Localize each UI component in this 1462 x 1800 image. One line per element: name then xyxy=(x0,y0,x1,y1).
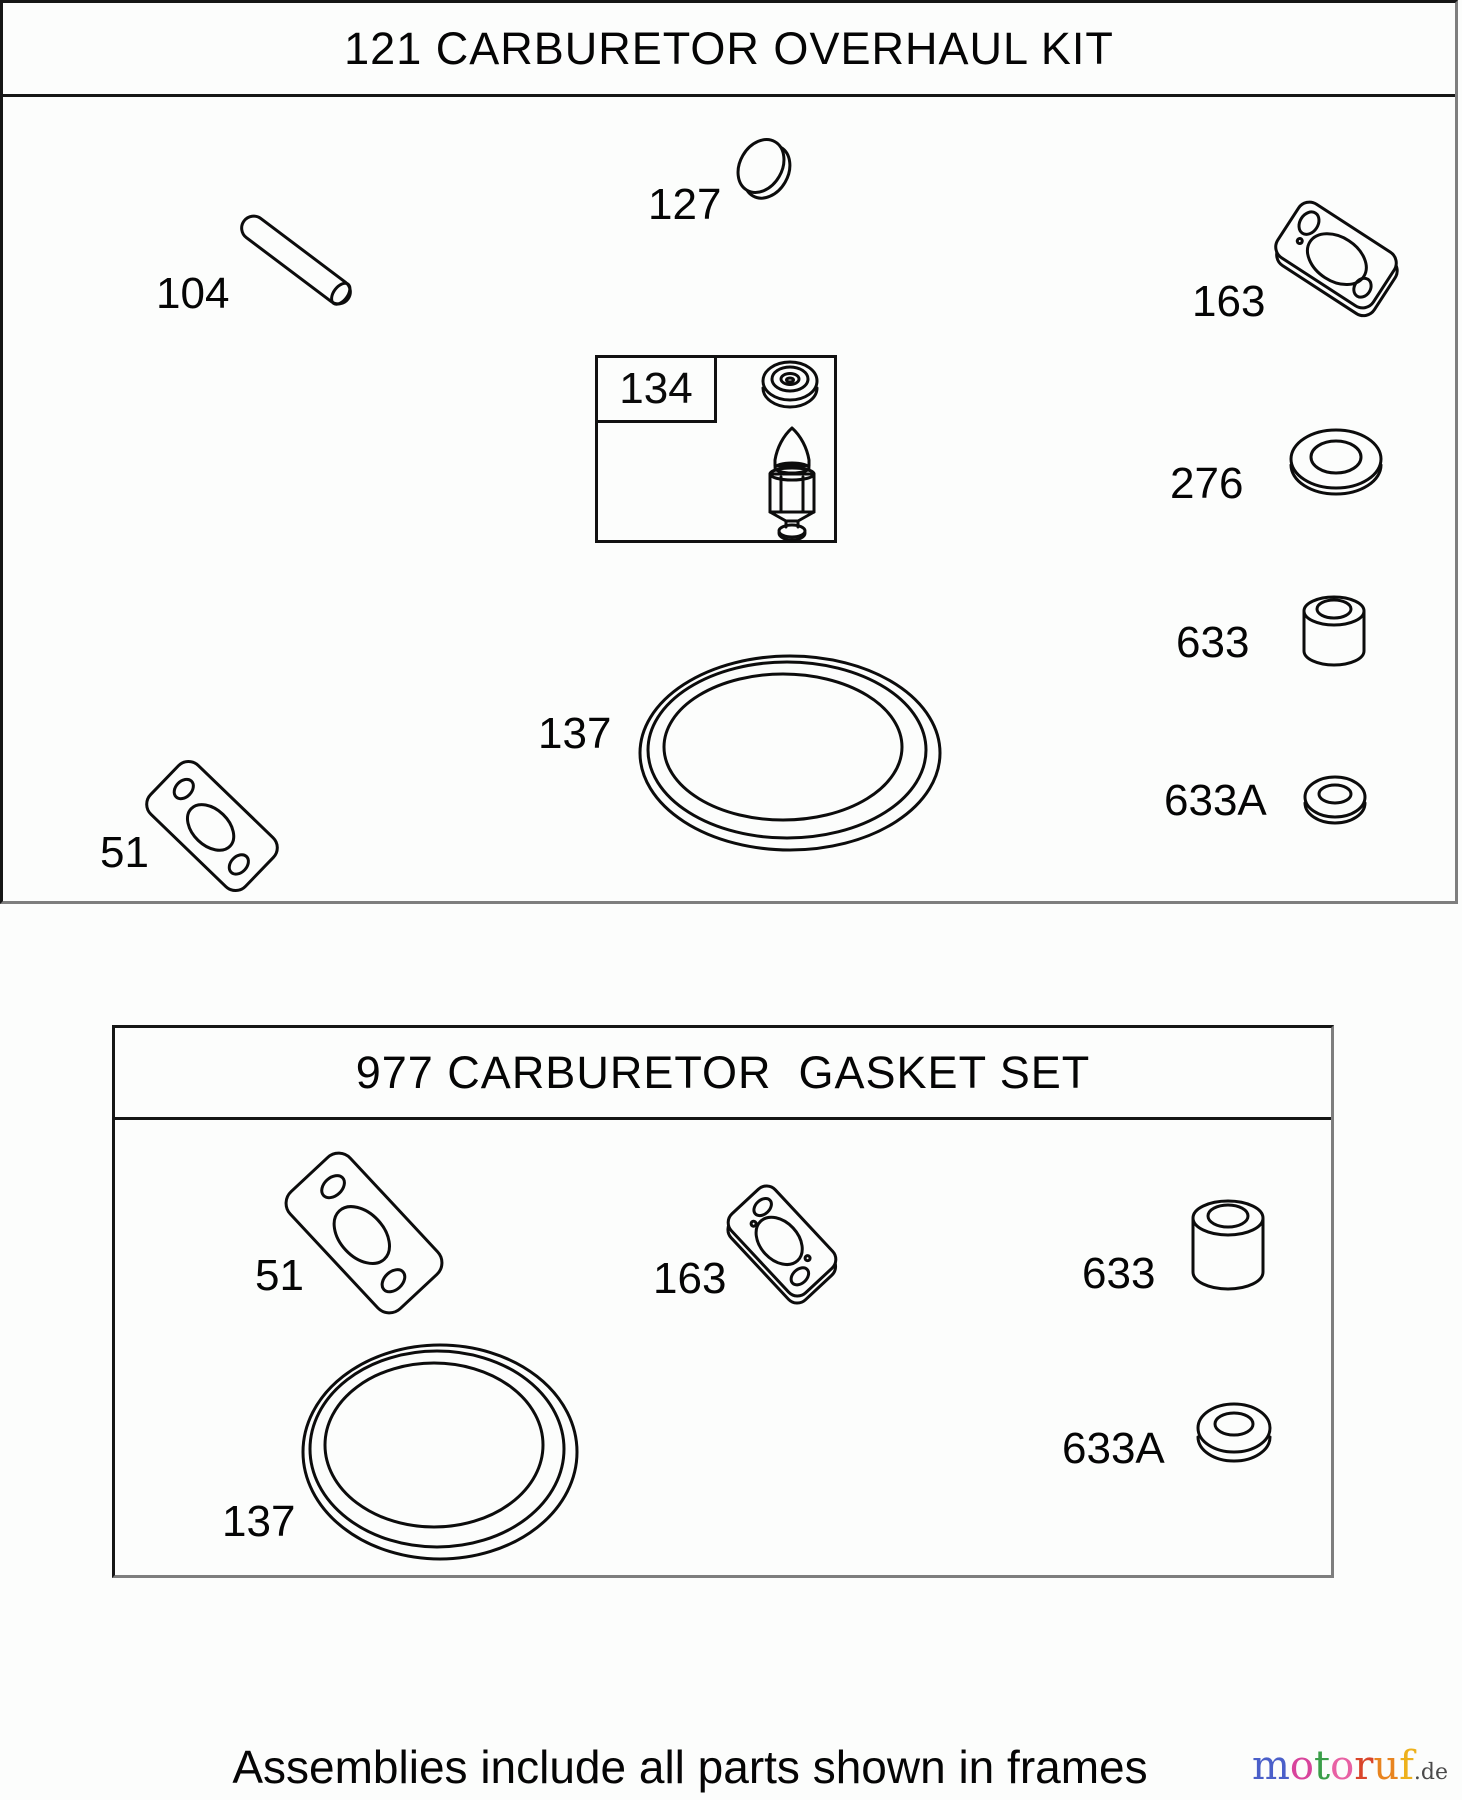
part-label-51-set977: 51 xyxy=(255,1251,304,1300)
logo-letter: o xyxy=(1330,1743,1355,1789)
kit-121-title: 121 CARBURETOR OVERHAUL KIT xyxy=(344,22,1114,74)
washer-276-drawing xyxy=(1291,430,1381,494)
part-label-633: 633 xyxy=(1176,618,1250,667)
gasket-163-drawing-kit121 xyxy=(1267,197,1405,321)
part-label-104: 104 xyxy=(156,269,230,318)
kit-977-title: 977 CARBURETOR GASKET SET xyxy=(355,1046,1091,1098)
plug-127-drawing xyxy=(728,131,800,206)
part-label-633-set977: 633 xyxy=(1082,1249,1156,1298)
logo-letter: u xyxy=(1373,1743,1400,1789)
logo-suffix: .de xyxy=(1413,1760,1448,1785)
seal-633a-drawing-set977 xyxy=(1198,1404,1270,1461)
logo-letter: f xyxy=(1399,1743,1414,1789)
logo-motoruf[interactable] xyxy=(1251,1743,1448,1789)
part-label-163-set977: 163 xyxy=(653,1254,727,1303)
gasket-51-drawing-kit121 xyxy=(141,756,283,897)
gasket-51-drawing-set977 xyxy=(279,1147,448,1320)
logo-letter: o xyxy=(1289,1743,1315,1789)
gasket-163-drawing-set977 xyxy=(720,1181,845,1308)
bushing-633-drawing-set977 xyxy=(1193,1201,1263,1289)
logo-letter: r xyxy=(1354,1743,1374,1789)
part-label-633a: 633A xyxy=(1164,776,1267,825)
logo-letter: m xyxy=(1251,1743,1290,1789)
part-label-163: 163 xyxy=(1192,277,1266,326)
part-label-137-set977: 137 xyxy=(222,1497,296,1546)
needle-valve-134-drawing xyxy=(770,428,814,540)
part-label-127: 127 xyxy=(648,180,722,229)
bushing-633-drawing-kit121 xyxy=(1304,597,1364,665)
pin-104-drawing xyxy=(237,211,355,308)
part-label-137: 137 xyxy=(538,709,612,758)
seal-633a-drawing-kit121 xyxy=(1305,777,1365,823)
logo-letter: t xyxy=(1314,1743,1331,1789)
part-label-276: 276 xyxy=(1170,459,1244,508)
valve-seat-134-drawing xyxy=(763,362,817,407)
part-label-134: 134 xyxy=(619,364,693,413)
oring-137-drawing-kit121 xyxy=(640,656,940,850)
part-label-51: 51 xyxy=(100,828,149,877)
assemblies-note: Assemblies include all parts shown in frames xyxy=(232,1741,1148,1793)
oring-137-drawing-set977 xyxy=(303,1345,577,1559)
part-label-633a-set977: 633A xyxy=(1062,1424,1165,1473)
